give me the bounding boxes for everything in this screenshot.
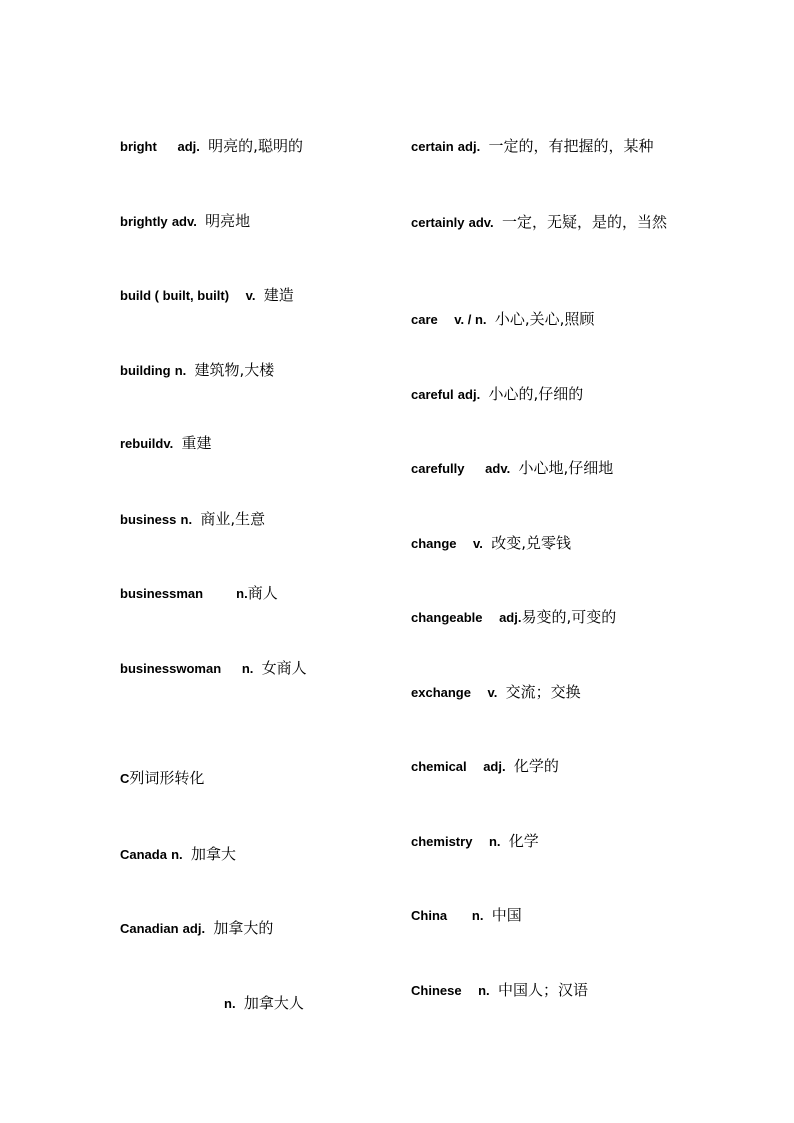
- entry-carefully: [411, 458, 613, 480]
- entry-pos: adv.: [171, 214, 197, 229]
- entry-pos: adj.: [182, 921, 206, 936]
- entry-exchange: [411, 682, 581, 704]
- entry-pos: n.: [174, 363, 187, 378]
- entry-pos: n.: [241, 661, 254, 676]
- entry-meaning: 小心,关心,照顾: [494, 310, 595, 328]
- entry-word: Canadian: [120, 921, 179, 936]
- entry-meaning: 加拿大人: [243, 994, 304, 1012]
- entry-meaning: 小心地,仔细地: [518, 459, 614, 477]
- entry-rebuild: [120, 433, 212, 455]
- entry-word: care: [411, 312, 438, 327]
- entry-chinese: [411, 980, 588, 1002]
- entry-meaning: 改变,兑零钱: [491, 534, 571, 552]
- entry-meaning: 交流；交换: [505, 683, 581, 701]
- entry-pos: adv.: [485, 461, 511, 476]
- entry-pos: n.: [236, 586, 248, 601]
- entry-word: business: [120, 512, 177, 527]
- entry-certainly: [411, 211, 681, 235]
- entry-word: China: [411, 908, 448, 923]
- entry-word: certainly: [411, 215, 465, 230]
- entry-business: [120, 509, 265, 531]
- entry-pos: adj.: [457, 139, 481, 154]
- entry-meaning: 一定的，有把握的，某种: [488, 137, 654, 155]
- entry-chemical: [411, 756, 559, 778]
- entry-changeable: [411, 607, 616, 629]
- entry-meaning: 明亮的,聪明的: [208, 137, 303, 155]
- entry-word: bright: [120, 139, 157, 154]
- entry-pos: n.: [488, 834, 501, 849]
- entry-meaning: 建筑物,大楼: [194, 361, 275, 379]
- entry-brightly: [120, 211, 250, 233]
- entry-word: brightly: [120, 214, 168, 229]
- entry-meaning: 重建: [181, 434, 212, 452]
- entry-word: building: [120, 363, 171, 378]
- entry-businesswoman: [120, 658, 307, 680]
- entry-canadian-noun: [224, 993, 304, 1015]
- entry-build: [120, 285, 294, 307]
- entry-pos: v.: [245, 288, 256, 303]
- entry-pos: n.: [478, 983, 490, 998]
- entry-word: changeable: [411, 610, 483, 625]
- entry-word: rebuild: [120, 436, 164, 451]
- entry-bright: [120, 136, 303, 158]
- entry-meaning: 女商人: [261, 659, 307, 677]
- entry-word: change: [411, 536, 457, 551]
- entry-certain: [411, 136, 653, 158]
- entry-meaning: 一定，无疑，是的，当然: [501, 213, 667, 231]
- entry-meaning: 商人: [247, 584, 278, 602]
- entry-pos: adj.: [177, 139, 200, 154]
- entry-meaning: 明亮地: [205, 212, 251, 230]
- entry-change: [411, 533, 571, 555]
- entry-careful: [411, 384, 583, 406]
- entry-care: [411, 309, 594, 331]
- entry-meaning: 建造: [263, 286, 294, 304]
- entry-word: businessman: [120, 586, 204, 601]
- entry-pos: v.: [473, 536, 483, 551]
- entry-word: chemical: [411, 759, 467, 774]
- entry-meaning: 易变的,可变的: [521, 608, 617, 626]
- entry-pos: n.: [180, 512, 193, 527]
- entry-chemistry: [411, 831, 539, 853]
- entry-word: exchange: [411, 685, 471, 700]
- entry-word: build ( built, built): [120, 288, 230, 303]
- entry-pos: v.: [163, 436, 174, 451]
- section-heading: [120, 768, 204, 789]
- entry-meaning: 加拿大: [190, 845, 236, 863]
- entry-pos: adv.: [468, 215, 494, 230]
- entry-word: careful: [411, 387, 454, 402]
- section-title: 列词形转化: [129, 769, 205, 787]
- entry-meaning: 加拿大的: [213, 919, 274, 937]
- entry-canadian: [120, 918, 273, 940]
- entry-canada: [120, 844, 236, 866]
- entry-building: [120, 360, 274, 382]
- entry-pos: adj.: [499, 610, 522, 625]
- entry-pos: n.: [224, 996, 236, 1011]
- entry-word: carefully: [411, 461, 465, 476]
- entry-word: Chinese: [411, 983, 462, 998]
- entry-word: businesswoman: [120, 661, 222, 676]
- entry-pos: adj.: [483, 759, 506, 774]
- entry-china: [411, 905, 522, 927]
- entry-meaning: 化学的: [513, 757, 559, 775]
- entry-pos: n.: [471, 908, 484, 923]
- section-letter: C: [120, 771, 130, 786]
- entry-pos: adj.: [457, 387, 481, 402]
- entry-word: certain: [411, 139, 454, 154]
- entry-meaning: 小心的,仔细的: [488, 385, 584, 403]
- entry-word: chemistry: [411, 834, 473, 849]
- entry-meaning: 商业,生意: [200, 510, 266, 528]
- entry-meaning: 中国人；汉语: [497, 981, 588, 999]
- entry-meaning: 中国: [491, 906, 522, 924]
- entry-businessman: [120, 583, 278, 605]
- entry-pos: n.: [171, 847, 183, 862]
- entry-pos: v. / n.: [454, 312, 487, 327]
- entry-meaning: 化学: [508, 832, 539, 850]
- entry-word: Canada: [120, 847, 167, 862]
- entry-pos: v.: [487, 685, 498, 700]
